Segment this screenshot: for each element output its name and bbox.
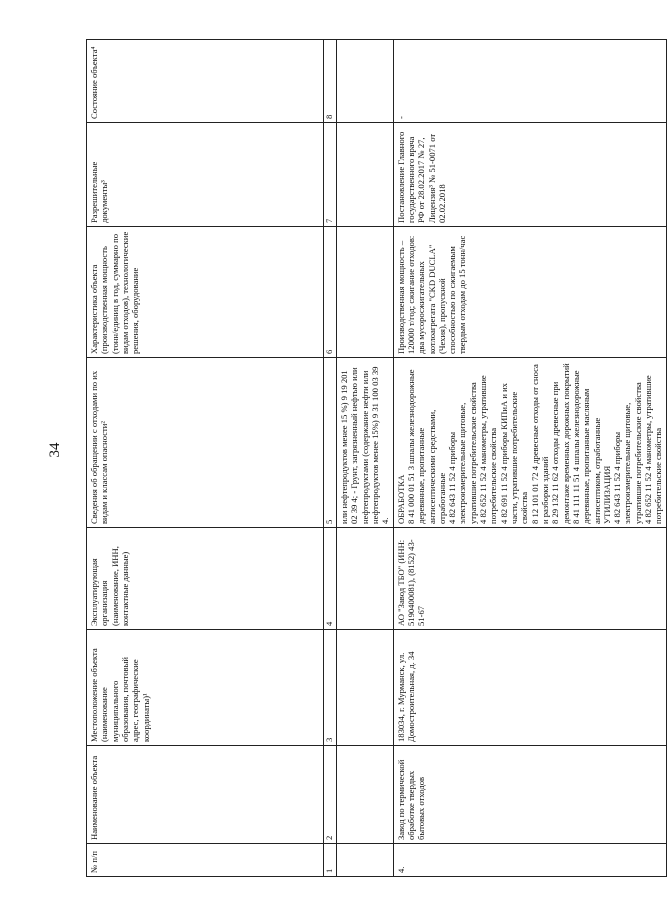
- table-header-row: [87, 40, 324, 877]
- location-cell: 183034, г. Мурманск, ул. Домостроительная, д. 34: [393, 630, 666, 746]
- table-cell: [337, 844, 394, 877]
- column-number: 3: [324, 630, 337, 746]
- column-number: 5: [324, 358, 337, 528]
- table-cell: [337, 528, 394, 630]
- header-cell-name: Наименование объекта: [87, 746, 324, 844]
- header-cell-characteristics: Характеристика объекта (производственная мощность (тонн/единиц в год, суммарно по видам отходов), технологические решения, оборудование: [87, 227, 324, 358]
- table-cell: [337, 123, 394, 227]
- table-row: [393, 40, 666, 877]
- continuation-waste-cell: или нефтепродуктов менее 15 %) 9 19 201 02 39 4; - Грунт, загрязненный нефтью или нефтепродуктами (содержание нефти или нефтепродуктов менее 15%) 9 31 100 03 39 4.: [337, 358, 394, 528]
- column-number: 2: [324, 746, 337, 844]
- object-name-cell: Завод по термической обработке твердых бытовых отходов: [393, 746, 666, 844]
- table-cell: [337, 746, 394, 844]
- operator-cell: АО "Завод ТБО" (ИНН: 5190400081), (8152) 43-51-67: [393, 528, 666, 630]
- row-number: 4.: [393, 844, 666, 877]
- continuation-row: [337, 40, 394, 877]
- column-number-row: [324, 40, 337, 877]
- column-number: 7: [324, 123, 337, 227]
- header-cell-location: Местоположение объекта (наименование муниципального образования, почтовый адрес, географические координаты)¹: [87, 630, 324, 746]
- table-cell: [337, 227, 394, 358]
- header-cell-state: Состояние объекта⁴: [87, 40, 324, 123]
- table-cell: [337, 630, 394, 746]
- page-number: 34: [47, 442, 63, 458]
- header-cell-permits: Разрешительные документы³: [87, 123, 324, 227]
- register-table: [86, 39, 667, 877]
- table-cell: [337, 40, 394, 123]
- column-number: 6: [324, 227, 337, 358]
- characteristics-cell: Производственная мощность – 120000 т/год; сжигание отходов: два мусоросжигательных котлоагрегата "CKD DUCLA" (Чехия), пропускной способностью по сжигаемым твердым отходам до 15 тонн/час: [393, 227, 666, 358]
- column-number: 1: [324, 844, 337, 877]
- header-cell-num: № п/п: [87, 844, 324, 877]
- waste-cell: ОБРАБОТКА 8 41 000 01 51 3 шпалы железнодорожные деревянные, пропитанные антисептическими средствами, отработанные 4 82 643 11 52 4 приборы электроизмерительные щитовые, утратившие потребительские свойства 4 82 652 11 52 4 манометры, утратившие потребительские свойства 4 82 691 11 52 4 приборы КИПиА и их части, утратившие потребительские свойства 8 12 101 01 72 4 древесные отходы от сноса и разборки зданий 8 29 132 11 62 4 отходы древесные при демонтаже временных дорожных покрытий 8 41 111 11 51 4 шпалы железнодорожные деревянные, пропитанные масляным антисептиком, отработанные УТИЛИЗАЦИЯ 4 82 643 11 52 4 приборы электроизмерительные щитовые, утратившие потребительские свойства 4 82 652 11 52 4 манометры, утратившие потребительские свойства: [393, 358, 666, 528]
- rotated-table-container: [86, 40, 664, 877]
- header-cell-operator: Эксплуатирующая организация (наименование, ИНН, контактные данные): [87, 528, 324, 630]
- state-cell: -: [393, 40, 666, 123]
- header-cell-waste: Сведения об обращении с отходами по их видам и классам опасности²: [87, 358, 324, 528]
- column-number: 8: [324, 40, 337, 123]
- permits-cell: Постановление Главного государственного врача РФ от 28.02.2017 № 27, Лицензия³ № 51-0071 от 02.02.2018: [393, 123, 666, 227]
- column-number: 4: [324, 528, 337, 630]
